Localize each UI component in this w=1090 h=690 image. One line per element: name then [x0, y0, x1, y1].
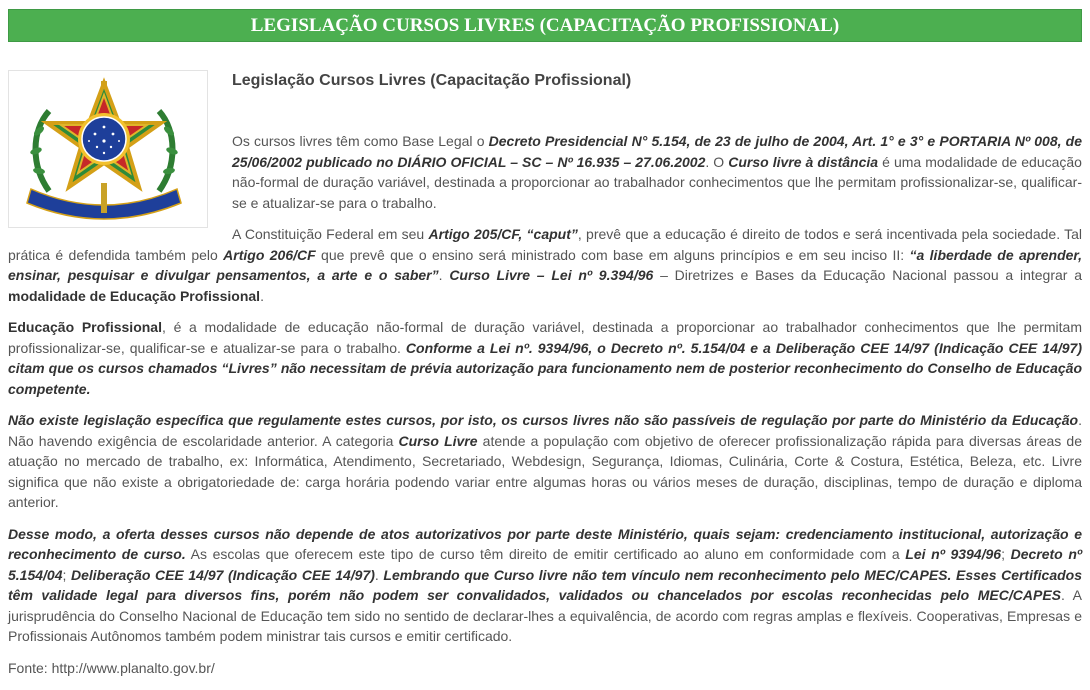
article-heading: Legislação Cursos Livres (Capacitação Profissional) [232, 72, 632, 89]
source-link[interactable]: http://www.planalto.gov.br/ [51, 659, 215, 676]
paragraph-base-legal: Os cursos livres têm como Base Legal o Decreto Presidencial N° 5.154, de 23 de julho de 2004, Art. 1° e 3° e PORTARIA Nº 008, de 25/06/2002 publicado no DIÁRIO OFICIAL – SC – Nº 16.935 – 27.06.2002. O Curso livre à distância é uma modalidade de educação não-formal de duração variável, destinada a proporcionar ao trabalhador conhecimentos que lhe permitam profissionalizar-se, qualificar-se e atualizar-se para o trabalho. [232, 133, 1082, 211]
article-body [8, 131, 1082, 689]
page-banner: LEGISLAÇÃO CURSOS LIVRES (CAPACITAÇÃO PROFISSIONAL) [8, 9, 1082, 42]
paragraph-sem-legislacao: Não existe legislação específica que regulamente estes cursos, por isto, os cursos livres não são passíveis de regulação por parte do Ministério da Educação. Não havendo exigência de escolaridade anterior. A categoria Curso Livre atende a população com objetivo de oferecer profissionalização rápida para diversas áreas de atuação no mercado de trabalho, ex: Informática, Atendimento, Secretariado, Webdesign, Segurança, Idiomas, Culinária, Corte & Costura, Estética, Beleza, etc. Livre significa que não existe a obrigatoriedade de: carga horária podendo variar entre algumas horas ou vários meses de duração, disciplinas, tempo de duração e diploma anterior. [8, 412, 1082, 510]
paragraph-certificado: Desse modo, a oferta desses cursos não depende de atos autorizativos por parte deste Ministério, quais sejam: credenciamento institucional, autorização e reconhecimento de curso. As escolas que oferecem este tipo de curso têm direito de emitir certificado ao aluno em conformidade com a Lei nº 9394/96; Decreto nº 5.154/04; Deliberação CEE 14/97 (Indicação CEE 14/97). Lembrando que Curso livre não tem vínculo nem reconhecimento pelo MEC/CAPES. Esses Certificados têm validade legal para diversos fins, porém não podem ser convalidados, validados ou chancelados por escolas reconhecidas pelo MEC/CAPES. A jurisprudência do Conselho Nacional de Educação tem sido no sentido de declarar-lhes a equivalência, de acordo com regras amplas e flexíveis. Cooperativas, Empresas e Profissionais Autônomos também podem ministrar tais cursos e emitir certificado. [8, 525, 1083, 644]
paragraph-constituicao: A Constituição Federal em seu Artigo 205/CF, “caput”, prevê que a educação é direito de todos e será incentivada pela sociedade. Tal prática é defendida também pelo Artigo 206/CF que prevê que o ensino será ministrado com base em alguns princípios e em seu inciso II: “a liberdade de aprender, ensinar, pesquisar e divulgar pensamentos, a arte e o saber”. Curso Livre – Lei nº 9.394/96 – Diretrizes e Bases da Educação Nacional passou a integrar a modalidade de Educação Profissional. [8, 226, 1083, 304]
source-line: Fonte: http://www.planalto.gov.br/ [8, 659, 215, 676]
paragraph-educacao-profissional: Educação Profissional, é a modalidade de educação não-formal de duração variável, destinada a proporcionar ao trabalhador conhecimentos que lhe permitam profissionalizar-se, qualificar-se e atualizar-se para o trabalho. Conforme a Lei nº. 9394/96, o Decreto nº. 5.154/04 e a Deliberação CEE 14/97 (Indicação CEE 14/97) citam que os cursos chamados “Livres” não necessitam de prévia autorização para funcionamento nem de posterior reconhecimento do Conselho de Educação competente. [8, 319, 1082, 397]
